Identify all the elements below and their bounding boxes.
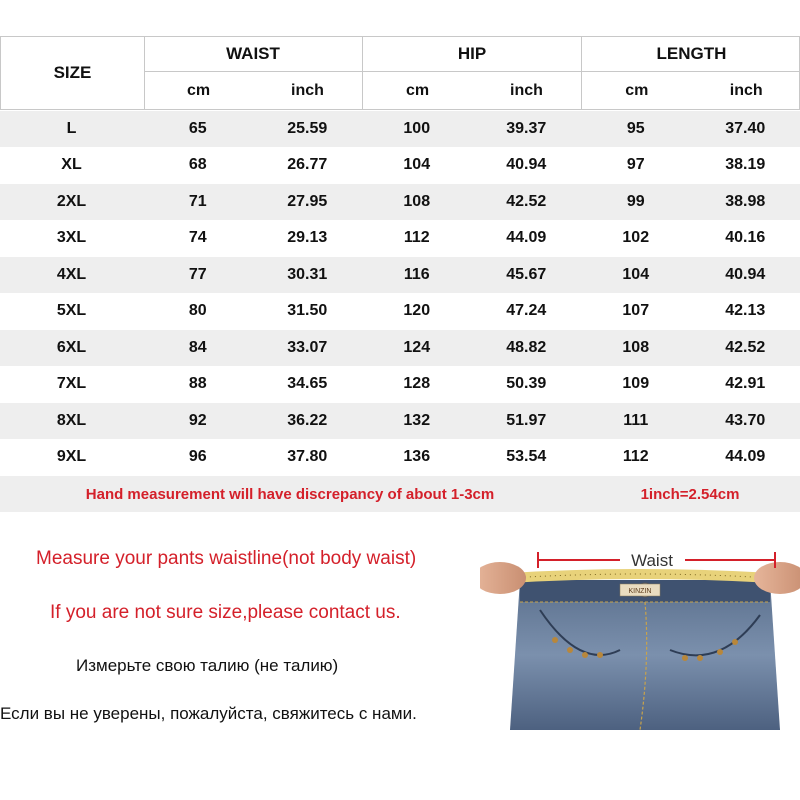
instruction-waistline: Measure your pants waistline(not body waist): [36, 548, 417, 569]
instruction-russian-waist: Измерьте свою талию (не талию): [76, 656, 339, 675]
value-cell: 37.40: [725, 119, 766, 137]
waist-group: [144, 37, 363, 109]
value-cell: 65: [188, 119, 207, 137]
group-title: LENGTH: [582, 37, 800, 72]
value-cell: 33.07: [287, 338, 328, 356]
value-cell: 136: [403, 448, 431, 466]
value-cell: 132: [403, 411, 431, 429]
value-cell: 112: [403, 229, 430, 247]
table-row: [0, 184, 800, 220]
instruction-russian-contact: Если вы не уверены, пожалуйста, свяжитесь с нами.: [0, 704, 417, 723]
conversion-note: 1inch=2.54cm: [640, 485, 740, 503]
value-cell: 84: [188, 338, 207, 356]
table-row: [0, 111, 800, 147]
value-cell: 97: [626, 156, 645, 174]
value-cell: 38.98: [725, 192, 766, 210]
value-cell: 42.91: [725, 375, 766, 393]
group-title: HIP: [363, 37, 581, 72]
value-cell: 26.77: [287, 156, 328, 174]
value-cell: 50.39: [506, 375, 547, 393]
table-body: [0, 111, 800, 475]
value-cell: 71: [188, 192, 207, 210]
table-row: [0, 148, 800, 184]
value-cell: 40.94: [506, 156, 547, 174]
value-cell: 44.09: [725, 448, 766, 466]
table-row: [0, 403, 800, 439]
unit-inch: inch: [291, 81, 324, 99]
value-cell: 38.19: [725, 156, 766, 174]
unit-cm: cm: [625, 81, 649, 99]
value-cell: 95: [626, 119, 645, 137]
size-header: SIZE: [1, 37, 145, 109]
table-header: [0, 36, 800, 110]
unit-cm: cm: [186, 81, 211, 99]
value-cell: 107: [622, 302, 650, 320]
value-cell: 111: [623, 411, 649, 429]
value-cell: 108: [403, 192, 431, 210]
length-group: [582, 37, 800, 109]
value-cell: 100: [403, 119, 431, 137]
value-cell: 42.13: [725, 302, 766, 320]
note-row: [0, 476, 800, 512]
value-cell: 47.24: [506, 302, 547, 320]
value-cell: 74: [188, 229, 207, 247]
table-row: [0, 294, 800, 330]
value-cell: 45.67: [506, 265, 547, 283]
value-cell: 92: [188, 411, 207, 429]
value-cell: 48.82: [506, 338, 547, 356]
value-cell: 29.13: [287, 229, 328, 247]
value-cell: 112: [622, 448, 649, 466]
table-row: [0, 367, 800, 403]
size-cell: 9XL: [56, 448, 87, 466]
value-cell: 30.31: [287, 265, 328, 283]
table-row: [0, 257, 800, 293]
size-cell: 8XL: [56, 411, 87, 429]
value-cell: 44.09: [506, 229, 547, 247]
value-cell: 39.37: [506, 119, 547, 137]
unit-inch: inch: [729, 81, 763, 99]
table-row: [0, 440, 800, 476]
value-cell: 36.22: [287, 411, 328, 429]
jeans-waist-photo: [480, 540, 800, 730]
value-cell: 31.50: [287, 302, 328, 320]
value-cell: 108: [622, 338, 650, 356]
value-cell: 96: [188, 448, 207, 466]
unit-inch: inch: [510, 81, 543, 99]
size-cell: 2XL: [56, 192, 87, 210]
value-cell: 124: [403, 338, 431, 356]
size-cell: XL: [61, 156, 82, 174]
value-cell: 68: [188, 156, 207, 174]
value-cell: 27.95: [287, 192, 328, 210]
value-cell: 42.52: [506, 192, 547, 210]
value-cell: 34.65: [287, 375, 328, 393]
value-cell: 40.16: [725, 229, 766, 247]
size-cell: 4XL: [56, 265, 87, 283]
waist-label: Waist: [631, 551, 673, 570]
value-cell: 99: [626, 192, 645, 210]
value-cell: 80: [188, 302, 207, 320]
value-cell: 128: [403, 375, 431, 393]
value-cell: 42.52: [725, 338, 766, 356]
discrepancy-note: Hand measurement will have discrepancy of about 1-3cm: [85, 485, 495, 503]
value-cell: 120: [403, 302, 431, 320]
value-cell: 37.80: [287, 448, 328, 466]
value-cell: 116: [403, 265, 430, 283]
size-cell: L: [66, 119, 77, 137]
size-chart-table: [0, 36, 800, 512]
table-row: [0, 221, 800, 257]
brand-tag-text: KINZIN: [628, 588, 652, 595]
size-cell: 5XL: [56, 302, 87, 320]
size-cell: 3XL: [56, 229, 87, 247]
table-row: [0, 330, 800, 366]
value-cell: 104: [622, 265, 650, 283]
value-cell: 104: [403, 156, 431, 174]
size-cell: 7XL: [56, 375, 87, 393]
value-cell: 102: [622, 229, 650, 247]
instruction-contact: If you are not sure size,please contact us.: [50, 602, 401, 623]
value-cell: 40.94: [725, 265, 766, 283]
value-cell: 25.59: [287, 119, 328, 137]
value-cell: 109: [622, 375, 650, 393]
value-cell: 43.70: [725, 411, 766, 429]
hip-group: [363, 37, 582, 109]
value-cell: 77: [188, 265, 207, 283]
value-cell: 53.54: [506, 448, 547, 466]
measuring-tape: [480, 574, 800, 580]
unit-cm: cm: [405, 81, 430, 99]
size-cell: 6XL: [56, 338, 87, 356]
value-cell: 88: [188, 375, 207, 393]
group-title: WAIST: [144, 37, 362, 72]
left-hand: [480, 562, 526, 594]
value-cell: 51.97: [506, 411, 547, 429]
